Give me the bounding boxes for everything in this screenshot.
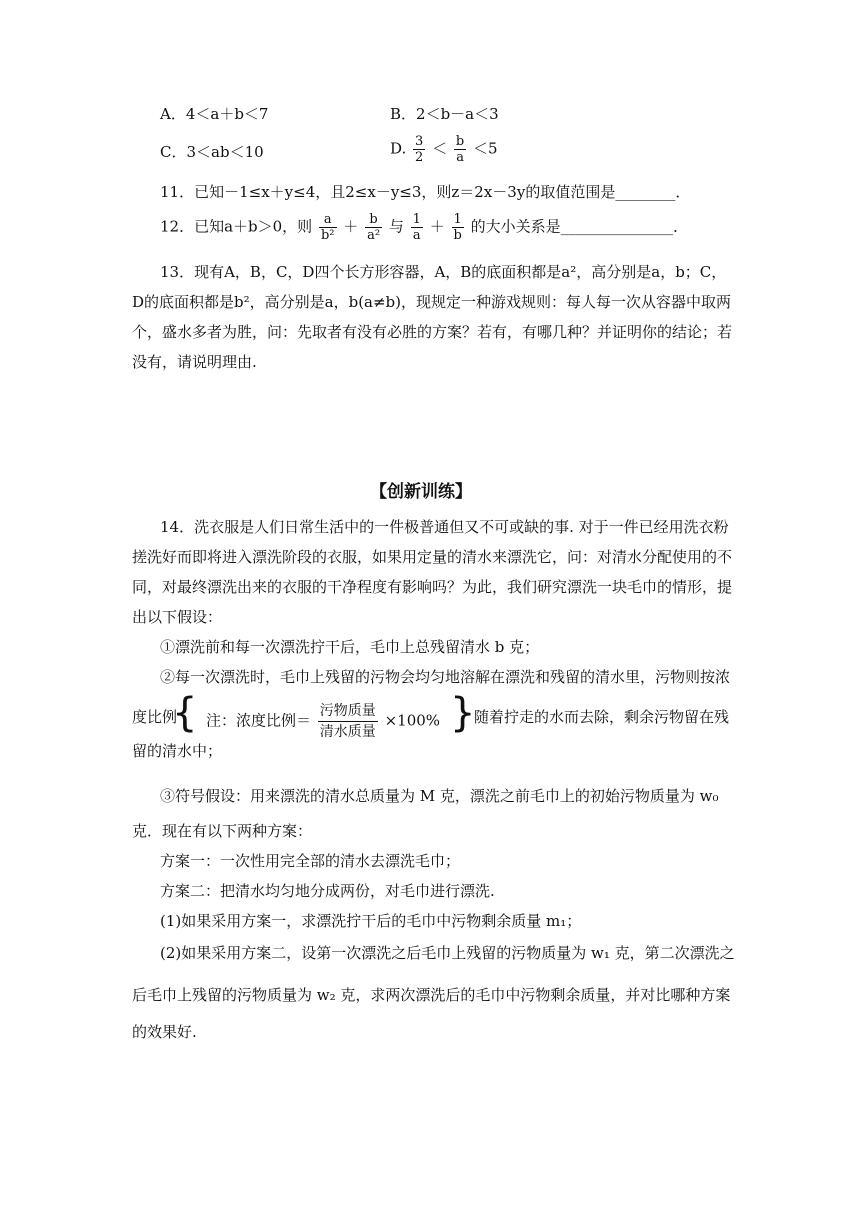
less-than: ＜ xyxy=(432,139,448,158)
plus-sign: ＋ xyxy=(343,217,359,236)
sub-question-2-line-2: 后毛巾上残留的污物质量为 w₂ 克，求两次漂洗后的毛巾中污物剩余质量，并对比哪种方案 xyxy=(132,986,731,1004)
question-14-line-1: 14．洗衣服是人们日常生活中的一件极普通但又不可或缺的事. 对于一件已经用洗衣粉 xyxy=(160,518,729,536)
numerator: 1 xyxy=(412,212,421,227)
question-13-line-4: 没有，请说明理由. xyxy=(132,353,257,371)
concentration-fraction xyxy=(318,701,378,742)
fraction-3-2 xyxy=(413,134,425,165)
question-14-line-3: 同，对最终漂洗出来的衣服的干净程度有影响吗？为此，我们研究漂洗一块毛巾的情形，提 xyxy=(132,578,733,596)
question-14-line-2: 搓洗好而即将进入漂洗阶段的衣服，如果用定量的清水来漂洗它，问：对清水分配使用的不 xyxy=(132,548,733,566)
fraction-b-a2 xyxy=(365,212,382,243)
option-d-label: D. xyxy=(390,139,407,158)
question-13-line-1: 13．现有A，B，C，D四个长方形容器，A，B的底面积都是a²，高分别是a，b；C， xyxy=(160,263,727,281)
question-13-line-3: 个，盛水多者为胜，问：先取者有没有必胜的方案？若有，有哪几种？并证明你的结论；若 xyxy=(132,323,733,341)
assumption-2: ②每一次漂洗时，毛巾上残留的污物会均匀地溶解在漂洗和残留的清水里，污物则按浓 xyxy=(160,668,731,686)
assumption-2-suffix: 随着拧走的水而去除，剩余污物留在残 xyxy=(474,708,730,726)
numerator: 3 xyxy=(415,134,424,149)
question-11: 11．已知－1≤x＋y≤4，且2≤x－y≤3，则z＝2x－3y的取值范围是________． xyxy=(160,183,691,201)
option-b: B．2＜b－a＜3 xyxy=(390,105,499,123)
denominator: a² xyxy=(367,228,381,243)
fraction-1-b xyxy=(452,212,464,243)
denominator: 2 xyxy=(415,150,424,165)
less-than-five: ＜5 xyxy=(473,139,498,158)
times-100-percent: ×100% xyxy=(384,711,441,730)
fraction-b-a xyxy=(454,134,466,165)
denominator: a xyxy=(456,150,464,165)
fraction-1-a xyxy=(411,212,423,243)
question-13-line-2: D的底面积都是b²，高分别是a，b(a≠b)，现规定一种游戏规则：每人每一次从容器中取两 xyxy=(132,293,732,311)
numerator: 1 xyxy=(452,212,464,228)
assumption-1: ①漂洗前和每一次漂洗拧干后，毛巾上总残留清水 b 克； xyxy=(160,638,540,656)
denominator: b xyxy=(453,228,462,243)
numerator: b xyxy=(365,212,382,228)
option-c: C．3＜ab＜10 xyxy=(160,143,264,161)
q12-suffix: 的大小关系是_______________． xyxy=(470,217,689,236)
denominator: 清水质量 xyxy=(319,724,376,740)
sub-question-2-line-1: (2)如果采用方案二，设第一次漂洗之后毛巾上残留的污物质量为 w₁ 克，第二次漂洗之 xyxy=(160,944,735,962)
option-a: A．4＜a＋b＜7 xyxy=(160,105,269,123)
option-d xyxy=(390,134,498,165)
right-bracket: } xyxy=(450,690,476,736)
concentration-note xyxy=(206,701,440,742)
fraction-a-b2 xyxy=(319,212,337,243)
assumption-3: ③符号假设：用来漂洗的清水总质量为 M 克，漂洗之前毛巾上的初始污物质量为 w₀ xyxy=(160,787,719,805)
numerator: 污物质量 xyxy=(318,701,378,722)
numerator: b xyxy=(455,134,465,149)
denominator: a xyxy=(412,228,421,243)
plan-2: 方案二：把清水均匀地分成两份，对毛巾进行漂洗. xyxy=(160,882,495,900)
numerator: a xyxy=(319,212,337,228)
assumption-3-end: 克．现在有以下两种方案： xyxy=(132,822,313,840)
q12-prefix: 12．已知a＋b＞0，则 xyxy=(160,217,313,236)
question-14-line-4: 出以下假设： xyxy=(132,608,223,626)
with-word: 与 xyxy=(388,217,404,236)
note-label: 注：浓度比例＝ xyxy=(206,711,312,730)
plus-sign: ＋ xyxy=(429,217,445,236)
denominator: b² xyxy=(320,228,335,243)
plan-1: 方案一：一次性用完全部的清水去漂洗毛巾； xyxy=(160,852,461,870)
question-12 xyxy=(160,212,688,243)
sub-question-1: (1)如果采用方案一，求漂洗拧干后的毛巾中污物剩余质量 m₁； xyxy=(160,912,582,930)
assumption-2-prefix: 度比例 xyxy=(132,708,178,726)
left-bracket: { xyxy=(172,690,198,736)
section-title: 【创新训练】 xyxy=(370,482,472,502)
sub-question-2-line-3: 的效果好. xyxy=(132,1023,197,1041)
assumption-2-end: 留的清水中； xyxy=(132,742,223,760)
